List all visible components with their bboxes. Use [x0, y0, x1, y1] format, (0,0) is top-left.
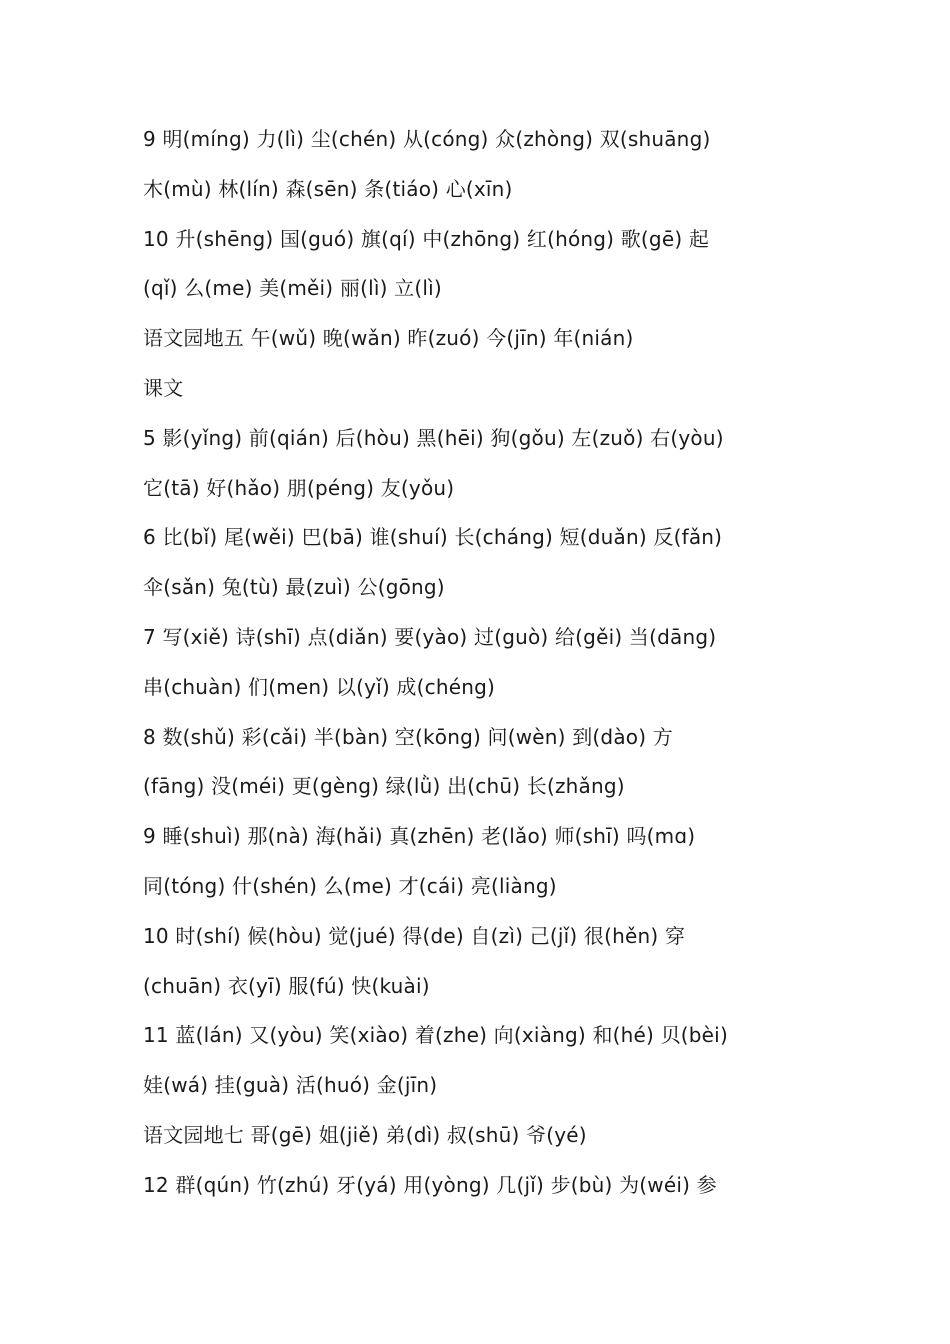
vocab-line: 木(mù) 林(lín) 森(sēn) 条(tiáo) 心(xīn) — [143, 176, 513, 201]
section-heading: 语文园地五 午(wǔ) 晚(wǎn) 昨(zuó) 今(jīn) 年(nián) — [143, 326, 634, 351]
vocab-line: 娃(wá) 挂(guà) 活(huó) 金(jīn) — [143, 1073, 438, 1098]
vocab-line: 6 比(bǐ) 尾(wěi) 巴(bā) 谁(shuí) 长(cháng) 短(duǎn) 反(fǎn) — [143, 525, 723, 550]
vocab-line: 5 影(yǐng) 前(qián) 后(hòu) 黑(hēi) 狗(gǒu) 左(zuǒ) 右(yòu) — [143, 425, 724, 450]
section-heading: 语文园地七 哥(gē) 姐(jiě) 弟(dì) 叔(shū) 爷(yé) — [143, 1122, 587, 1147]
vocab-line: 伞(sǎn) 兔(tù) 最(zuì) 公(gōng) — [143, 575, 445, 600]
vocabulary-list — [143, 114, 843, 1210]
vocab-line: 10 升(shēng) 国(guó) 旗(qí) 中(zhōng) 红(hóng) 歌(gē) 起 — [143, 226, 710, 251]
vocab-line: 7 写(xiě) 诗(shī) 点(diǎn) 要(yào) 过(guò) 给(gěi) 当(dāng) — [143, 624, 717, 649]
vocab-line: 串(chuàn) 们(men) 以(yǐ) 成(chéng) — [143, 674, 495, 699]
vocab-line: 8 数(shǔ) 彩(cǎi) 半(bàn) 空(kōng) 问(wèn) 到(dào) 方 — [143, 724, 673, 749]
vocab-line: 12 群(qún) 竹(zhú) 牙(yá) 用(yòng) 几(jǐ) 步(bù) 为(wéi) 参 — [143, 1172, 717, 1197]
vocab-line: 10 时(shí) 候(hòu) 觉(jué) 得(de) 自(zì) 己(jǐ) 很(hěn) 穿 — [143, 923, 686, 948]
vocab-line: 同(tóng) 什(shén) 么(me) 才(cái) 亮(liàng) — [143, 873, 557, 898]
vocab-line: 9 明(míng) 力(lì) 尘(chén) 从(cóng) 众(zhòng) 双(shuāng) — [143, 127, 711, 151]
section-heading: 课文 — [143, 375, 184, 400]
vocab-line: 它(tā) 好(hǎo) 朋(péng) 友(yǒu) — [143, 475, 455, 500]
vocab-line: (fāng) 没(méi) 更(gèng) 绿(lǜ) 出(chū) 长(zhǎng) — [143, 774, 625, 799]
vocab-line: (qǐ) 么(me) 美(měi) 丽(lì) 立(lì) — [143, 276, 442, 301]
vocab-line: 11 蓝(lán) 又(yòu) 笑(xiào) 着(zhe) 向(xiàng) 和(hé) 贝(bèi) — [143, 1023, 728, 1048]
vocab-line: 9 睡(shuì) 那(nà) 海(hǎi) 真(zhēn) 老(lǎo) 师(shī) 吗(mɑ) — [143, 824, 696, 849]
vocab-line: (chuān) 衣(yī) 服(fú) 快(kuài) — [143, 973, 430, 998]
